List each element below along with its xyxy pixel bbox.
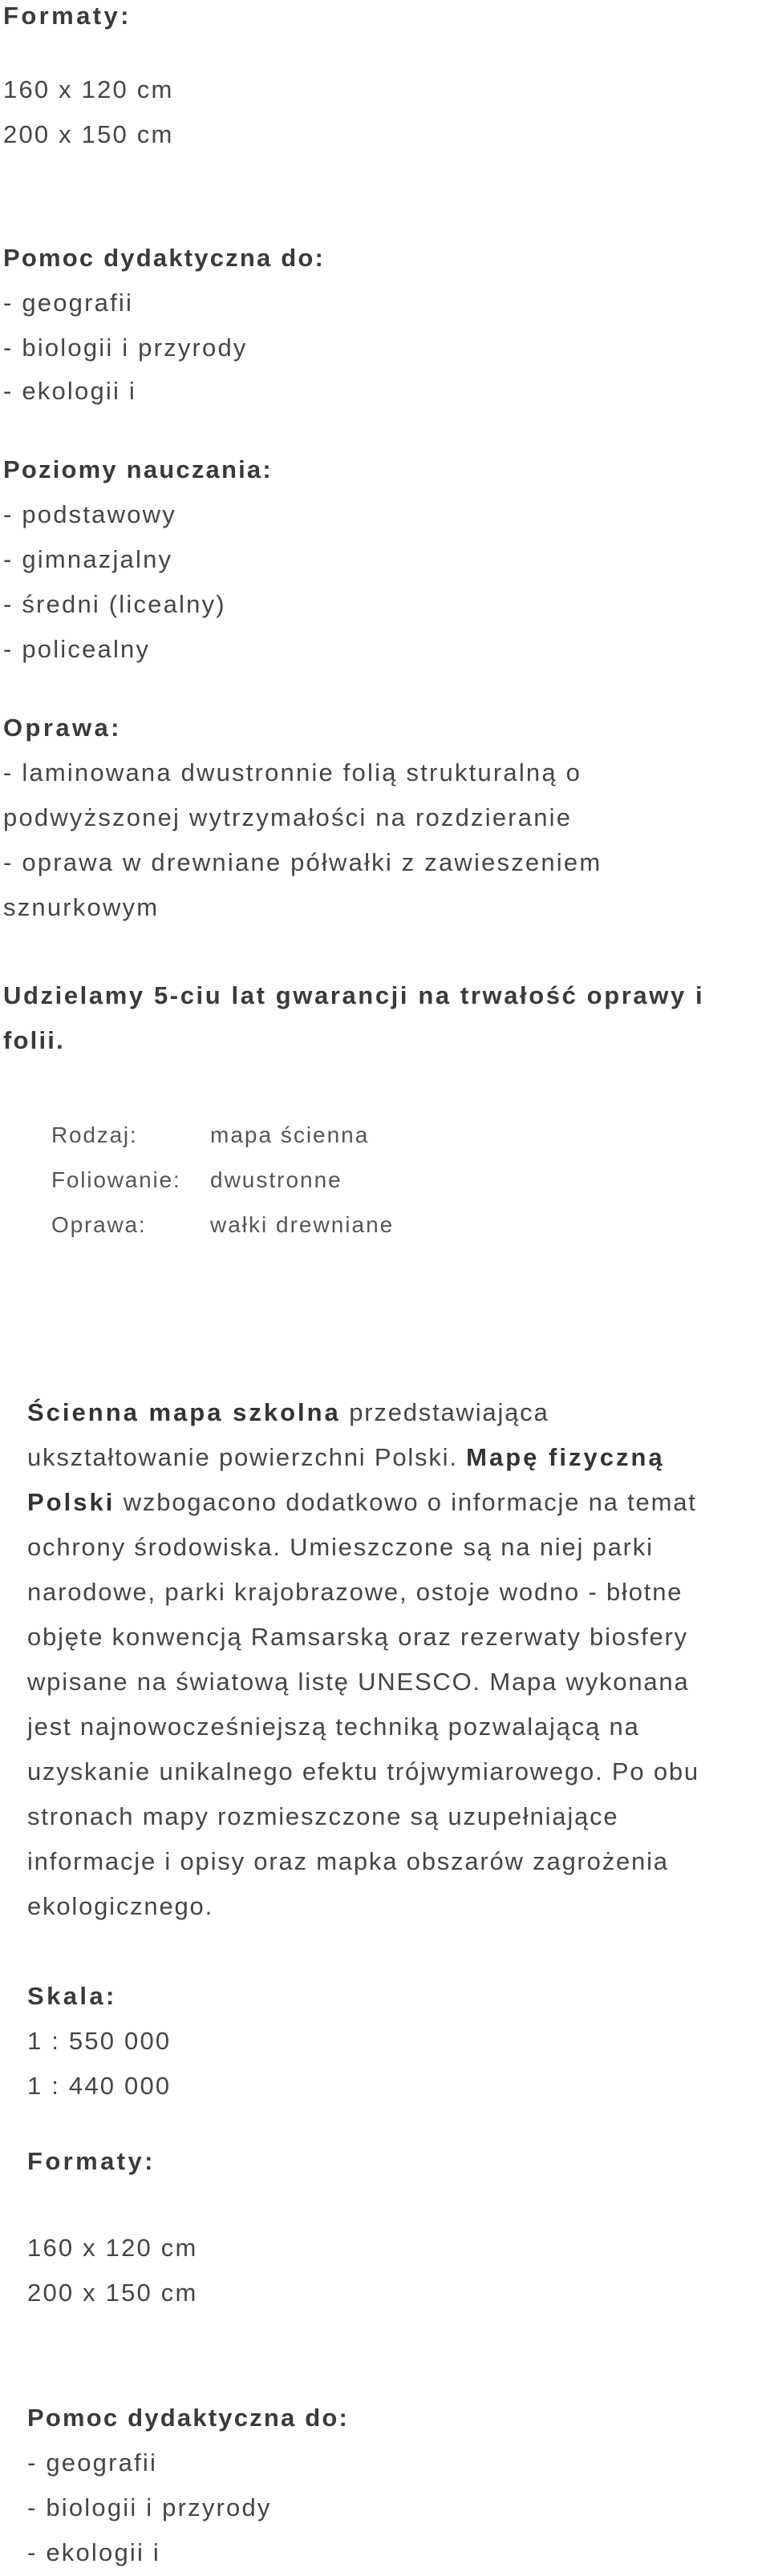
- description-line: informacje i opisy oraz mapka obszarów zagrożenia: [27, 1847, 669, 1875]
- level-item: - podstawowy: [3, 500, 176, 528]
- level-item: - policealny: [3, 635, 151, 663]
- description-line: narodowe, parki krajobrazowe, ostoje wodno - błotne: [27, 1578, 683, 1606]
- aid-item: - biologii i przyrody: [27, 2493, 272, 2521]
- description-line: Polski wzbogacono dodatkowo o informacje na temat: [27, 1488, 697, 1516]
- level-item: - średni (licealny): [3, 590, 226, 618]
- binding-line: sznurkowym: [3, 893, 160, 921]
- description-line: jest najnowocześniejszą techniką pozwalającą na: [27, 1713, 640, 1741]
- spec-label: Rodzaj:: [51, 1122, 138, 1147]
- format-item: 160 x 120 cm: [3, 75, 174, 103]
- formats-heading: Formaty:: [3, 2, 132, 30]
- description-line: ekologicznego.: [27, 1892, 214, 1920]
- aid-heading: Pomoc dydaktyczna do:: [3, 244, 326, 272]
- description-line: objęte konwencją Ramsarską oraz rezerwaty biosfery: [27, 1623, 688, 1651]
- description-line: ukształtowanie powierzchni Polski. Mapę fizyczną: [27, 1443, 665, 1471]
- description-highlight: Mapę fizyczną: [466, 1443, 665, 1471]
- formats-heading: Formaty:: [27, 2147, 156, 2175]
- format-item: 200 x 150 cm: [3, 120, 174, 148]
- aid-item: - ekologii i: [27, 2538, 160, 2566]
- format-item: 160 x 120 cm: [27, 2234, 198, 2262]
- aid-item: - geografii: [3, 289, 134, 317]
- description-line: stronach mapy rozmieszczone są uzupełniające: [27, 1802, 619, 1830]
- scale-item: 1 : 550 000: [27, 2027, 172, 2055]
- binding-line: - laminowana dwustronnie folią strukturalną o: [3, 758, 582, 787]
- binding-line: - oprawa w drewniane półwałki z zawieszeniem: [3, 848, 602, 876]
- description-line: ochrony środowiska. Umieszczone są na niej parki: [27, 1533, 654, 1561]
- levels-heading: Poziomy nauczania:: [3, 455, 273, 483]
- spec-value: wałki drewniane: [210, 1212, 395, 1237]
- spec-label: Foliowanie:: [51, 1167, 181, 1192]
- warranty-line: folii.: [3, 1026, 65, 1054]
- scale-item: 1 : 440 000: [27, 2072, 172, 2100]
- scale-heading: Skala:: [27, 1982, 117, 2010]
- aid-item: - geografii: [27, 2449, 158, 2477]
- binding-line: podwyższonej wytrzymałości na rozdzieranie: [3, 803, 573, 831]
- description-highlight: Ścienna mapa szkolna: [27, 1398, 341, 1426]
- description-line: wpisane na światową listę UNESCO. Mapa wykonana: [27, 1668, 690, 1696]
- warranty-line: Udzielamy 5-ciu lat gwarancji na trwałość oprawy i: [3, 981, 705, 1009]
- spec-label: Oprawa:: [51, 1212, 147, 1237]
- spec-value: mapa ścienna: [210, 1122, 370, 1147]
- description-line: uzyskanie unikalnego efektu trójwymiarowego. Po obu: [27, 1757, 699, 1785]
- format-item: 200 x 150 cm: [27, 2279, 198, 2307]
- description-line: Ścienna mapa szkolna przedstawiająca: [27, 1398, 549, 1426]
- spec-value: dwustronne: [210, 1167, 342, 1192]
- level-item: - gimnazjalny: [3, 545, 173, 573]
- binding-heading: Oprawa:: [3, 714, 122, 742]
- aid-heading: Pomoc dydaktyczna do:: [27, 2404, 350, 2432]
- aid-item: - ekologii i: [3, 377, 136, 405]
- aid-item: - biologii i przyrody: [3, 334, 248, 362]
- description-highlight: Polski: [27, 1488, 116, 1516]
